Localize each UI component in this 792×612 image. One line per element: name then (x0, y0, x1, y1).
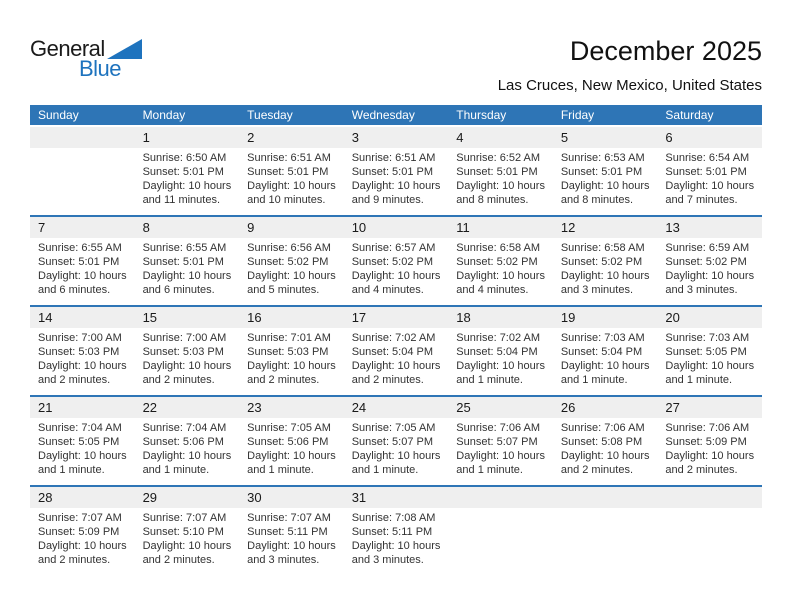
empty-day-cell (553, 487, 658, 508)
daylight-text: Daylight: 10 hours and 11 minutes. (142, 180, 232, 206)
daylight-text: Daylight: 10 hours and 2 minutes. (142, 360, 232, 386)
day-detail-cell (239, 241, 344, 299)
day-number: 30 (247, 490, 262, 505)
day-number-cell (553, 307, 658, 328)
day-detail-cell (135, 421, 240, 479)
day-number-cell (448, 127, 553, 148)
empty-detail-cell (553, 511, 658, 569)
day-number: 9 (247, 220, 255, 235)
day-number-cell (344, 487, 449, 508)
sunset-text: Sunset: 5:01 PM (665, 166, 747, 178)
week-row (30, 127, 762, 209)
sunset-text: Sunset: 5:02 PM (665, 256, 747, 268)
sunset-text: Sunset: 5:02 PM (247, 256, 329, 268)
sunrise-text: Sunrise: 6:52 AM (456, 152, 541, 164)
sunset-text: Sunset: 5:01 PM (560, 166, 643, 178)
day-number: 2 (247, 130, 255, 145)
day-number-cell (448, 217, 553, 238)
day-detail-cell (657, 331, 762, 389)
sunset-text: Sunset: 5:08 PM (560, 436, 643, 448)
day-number: 3 (351, 130, 359, 145)
sunrise-text: Sunrise: 7:01 AM (247, 332, 331, 344)
sunset-text: Sunset: 5:01 PM (247, 166, 329, 178)
day-number-cell (239, 127, 344, 148)
sunset-text: Sunset: 5:01 PM (38, 256, 120, 268)
daylight-text: Daylight: 10 hours and 5 minutes. (247, 270, 336, 296)
title-block (498, 36, 762, 94)
sunrise-text: Sunrise: 6:54 AM (665, 152, 750, 164)
day-number: 14 (38, 310, 53, 325)
day-detail-band (30, 328, 762, 389)
day-detail-band (30, 148, 762, 209)
day-number-cell (344, 217, 449, 238)
daylight-text: Daylight: 10 hours and 2 minutes. (38, 540, 127, 566)
sunrise-text: Sunrise: 6:58 AM (456, 242, 541, 254)
daylight-text: Daylight: 10 hours and 2 minutes. (665, 450, 755, 476)
sunrise-text: Sunrise: 6:56 AM (247, 242, 331, 254)
day-number-cell (657, 127, 762, 148)
daylight-text: Daylight: 10 hours and 2 minutes. (560, 450, 650, 476)
sunrise-text: Sunrise: 7:07 AM (142, 512, 227, 524)
sunrise-text: Sunrise: 6:50 AM (142, 152, 227, 164)
day-number: 11 (456, 220, 470, 235)
day-number-cell (30, 397, 135, 418)
daylight-text: Daylight: 10 hours and 1 minute. (456, 450, 545, 476)
day-number-cell (135, 487, 240, 508)
daylight-text: Daylight: 10 hours and 4 minutes. (456, 270, 545, 296)
daylight-text: Daylight: 10 hours and 6 minutes. (142, 270, 232, 296)
sunset-text: Sunset: 5:06 PM (247, 436, 329, 448)
page-subtitle: Las Cruces, New Mexico, United States (497, 77, 762, 94)
day-detail-cell (30, 241, 135, 299)
empty-detail-cell (448, 511, 553, 569)
daylight-text: Daylight: 10 hours and 10 minutes. (247, 180, 336, 206)
empty-day-cell (657, 487, 762, 508)
day-number-cell (135, 307, 240, 328)
day-number: 7 (38, 220, 46, 235)
day-detail-cell (30, 421, 135, 479)
day-number: 10 (351, 220, 367, 235)
sunrise-text: Sunrise: 7:06 AM (665, 422, 750, 434)
day-number-cell (657, 397, 762, 418)
day-number-cell (344, 397, 449, 418)
day-number: 16 (247, 310, 262, 325)
daylight-text: Daylight: 10 hours and 4 minutes. (351, 270, 441, 296)
day-number-cell (30, 307, 135, 328)
daylight-text: Daylight: 10 hours and 1 minute. (351, 450, 441, 476)
weeks-container (30, 127, 762, 569)
sunset-text: Sunset: 5:11 PM (351, 526, 433, 538)
weekday-wednesday: Wednesday (351, 108, 415, 122)
day-number: 8 (142, 220, 150, 235)
day-detail-band (30, 508, 762, 569)
page-header (30, 36, 762, 94)
sunset-text: Sunset: 5:02 PM (560, 256, 643, 268)
empty-day-cell (30, 127, 135, 148)
daylight-text: Daylight: 10 hours and 6 minutes. (38, 270, 127, 296)
sunrise-text: Sunrise: 7:04 AM (142, 422, 227, 434)
daylight-text: Daylight: 10 hours and 1 minute. (142, 450, 232, 476)
sunset-text: Sunset: 5:04 PM (456, 346, 538, 358)
sunrise-text: Sunrise: 7:02 AM (456, 332, 541, 344)
sunset-text: Sunset: 5:05 PM (665, 346, 747, 358)
day-detail-band (30, 418, 762, 479)
day-number: 1 (142, 130, 150, 145)
sunset-text: Sunset: 5:03 PM (247, 346, 329, 358)
day-detail-cell (344, 151, 449, 209)
week-row (30, 305, 762, 389)
sunrise-text: Sunrise: 7:07 AM (247, 512, 331, 524)
sunset-text: Sunset: 5:10 PM (142, 526, 224, 538)
sunrise-text: Sunrise: 7:05 AM (351, 422, 436, 434)
day-detail-cell (239, 151, 344, 209)
sunrise-text: Sunrise: 6:53 AM (560, 152, 645, 164)
day-number-band (30, 127, 762, 148)
sunset-text: Sunset: 5:01 PM (142, 166, 224, 178)
sunrise-text: Sunrise: 7:07 AM (38, 512, 122, 524)
day-detail-cell (344, 511, 449, 569)
day-number-cell (344, 127, 449, 148)
sunrise-text: Sunrise: 7:03 AM (665, 332, 750, 344)
page-title: December 2025 (569, 36, 762, 66)
weekday-monday: Monday (142, 108, 186, 122)
day-number-cell (135, 127, 240, 148)
sunrise-text: Sunrise: 6:55 AM (142, 242, 227, 254)
day-detail-cell (135, 241, 240, 299)
sunrise-text: Sunrise: 7:06 AM (560, 422, 645, 434)
day-number-cell (239, 217, 344, 238)
day-detail-cell (448, 331, 553, 389)
sunset-text: Sunset: 5:03 PM (142, 346, 224, 358)
day-detail-cell (30, 331, 135, 389)
week-row (30, 215, 762, 299)
day-number-cell (553, 127, 658, 148)
day-number: 29 (142, 490, 158, 505)
day-number: 5 (560, 130, 569, 145)
sunset-text: Sunset: 5:04 PM (560, 346, 643, 358)
week-row (30, 395, 762, 479)
week-row (30, 485, 762, 569)
sunset-text: Sunset: 5:09 PM (38, 526, 120, 538)
day-number: 22 (142, 400, 158, 415)
day-detail-cell (344, 331, 449, 389)
day-detail-band (30, 238, 762, 299)
sunrise-text: Sunrise: 6:51 AM (351, 152, 436, 164)
daylight-text: Daylight: 10 hours and 3 minutes. (351, 540, 441, 566)
day-detail-cell (135, 151, 240, 209)
day-number-cell (30, 487, 135, 508)
day-number: 19 (560, 310, 576, 325)
day-number: 26 (560, 400, 576, 415)
sunrise-text: Sunrise: 7:04 AM (38, 422, 122, 434)
daylight-text: Daylight: 10 hours and 2 minutes. (142, 540, 232, 566)
sunset-text: Sunset: 5:07 PM (456, 436, 538, 448)
weekday-saturday: Saturday (665, 108, 714, 122)
daylight-text: Daylight: 10 hours and 7 minutes. (665, 180, 755, 206)
day-number: 21 (38, 400, 53, 415)
sunrise-text: Sunrise: 7:00 AM (142, 332, 227, 344)
general-blue-logo (30, 36, 143, 82)
day-detail-cell (553, 331, 658, 389)
daylight-text: Daylight: 10 hours and 1 minute. (665, 360, 755, 386)
day-number: 23 (247, 400, 262, 415)
day-number: 13 (665, 220, 680, 235)
day-number-cell (553, 397, 658, 418)
day-number-cell (239, 397, 344, 418)
day-detail-cell (553, 421, 658, 479)
day-number: 27 (665, 400, 680, 415)
day-number-cell (135, 397, 240, 418)
logo-text-blue: Blue (79, 56, 122, 81)
day-detail-cell (448, 241, 553, 299)
day-number-band (30, 217, 762, 238)
day-number: 12 (560, 220, 576, 235)
weekday-header-row (30, 105, 762, 125)
day-detail-cell (30, 511, 135, 569)
sunrise-text: Sunrise: 6:55 AM (38, 242, 122, 254)
sunrise-text: Sunrise: 7:02 AM (351, 332, 436, 344)
daylight-text: Daylight: 10 hours and 3 minutes. (665, 270, 755, 296)
day-number: 24 (351, 400, 367, 415)
day-number-cell (135, 217, 240, 238)
day-number-cell (30, 217, 135, 238)
day-detail-cell (239, 511, 344, 569)
sunset-text: Sunset: 5:03 PM (38, 346, 120, 358)
sunrise-text: Sunrise: 7:06 AM (456, 422, 541, 434)
day-number-band (30, 397, 762, 418)
daylight-text: Daylight: 10 hours and 8 minutes. (456, 180, 545, 206)
day-number: 4 (456, 130, 464, 145)
sunset-text: Sunset: 5:07 PM (351, 436, 434, 448)
sunset-text: Sunset: 5:04 PM (351, 346, 434, 358)
sunrise-text: Sunrise: 6:57 AM (351, 242, 436, 254)
sunrise-text: Sunrise: 6:58 AM (560, 242, 645, 254)
day-number: 15 (142, 310, 158, 325)
day-number-band (30, 307, 762, 328)
day-number-cell (553, 217, 658, 238)
weekday-friday: Friday (560, 108, 595, 122)
day-detail-cell (553, 151, 658, 209)
day-number-cell (239, 307, 344, 328)
day-detail-cell (344, 421, 449, 479)
sunset-text: Sunset: 5:05 PM (38, 436, 120, 448)
day-number-cell (448, 397, 553, 418)
daylight-text: Daylight: 10 hours and 1 minute. (38, 450, 127, 476)
day-detail-cell (239, 331, 344, 389)
day-number: 20 (665, 310, 680, 325)
day-number: 25 (456, 400, 471, 415)
day-detail-cell (553, 241, 658, 299)
day-number-cell (448, 307, 553, 328)
sunset-text: Sunset: 5:02 PM (351, 256, 434, 268)
sunset-text: Sunset: 5:01 PM (456, 166, 538, 178)
daylight-text: Daylight: 10 hours and 2 minutes. (247, 360, 336, 386)
day-detail-cell (344, 241, 449, 299)
day-detail-cell (135, 331, 240, 389)
sunset-text: Sunset: 5:11 PM (247, 526, 328, 538)
logo-text-general: General (30, 36, 105, 61)
daylight-text: Daylight: 10 hours and 9 minutes. (351, 180, 441, 206)
daylight-text: Daylight: 10 hours and 1 minute. (456, 360, 545, 386)
empty-day-cell (448, 487, 553, 508)
day-detail-cell (448, 151, 553, 209)
daylight-text: Daylight: 10 hours and 8 minutes. (560, 180, 650, 206)
empty-detail-cell (657, 511, 762, 569)
day-detail-cell (239, 421, 344, 479)
daylight-text: Daylight: 10 hours and 2 minutes. (351, 360, 441, 386)
sunrise-text: Sunrise: 7:08 AM (351, 512, 436, 524)
day-number-band (30, 487, 762, 508)
sunrise-text: Sunrise: 6:51 AM (247, 152, 331, 164)
day-number-cell (657, 307, 762, 328)
sunrise-text: Sunrise: 7:00 AM (38, 332, 122, 344)
day-number: 18 (456, 310, 471, 325)
day-number-cell (344, 307, 449, 328)
daylight-text: Daylight: 10 hours and 3 minutes. (560, 270, 650, 296)
sunset-text: Sunset: 5:01 PM (351, 166, 434, 178)
day-number: 6 (665, 130, 673, 145)
day-detail-cell (657, 151, 762, 209)
day-detail-cell (448, 421, 553, 479)
sunset-text: Sunset: 5:09 PM (665, 436, 747, 448)
daylight-text: Daylight: 10 hours and 2 minutes. (38, 360, 127, 386)
day-detail-cell (135, 511, 240, 569)
daylight-text: Daylight: 10 hours and 3 minutes. (247, 540, 336, 566)
weekday-tuesday: Tuesday (247, 108, 293, 122)
sunrise-text: Sunrise: 7:03 AM (560, 332, 645, 344)
daylight-text: Daylight: 10 hours and 1 minute. (247, 450, 336, 476)
day-number: 28 (38, 490, 53, 505)
day-number: 17 (351, 310, 367, 325)
empty-detail-cell (30, 151, 135, 209)
sunrise-text: Sunrise: 7:05 AM (247, 422, 331, 434)
daylight-text: Daylight: 10 hours and 1 minute. (560, 360, 650, 386)
weekday-thursday: Thursday (456, 108, 507, 122)
day-number-cell (239, 487, 344, 508)
sunset-text: Sunset: 5:02 PM (456, 256, 538, 268)
calendar-grid (30, 105, 762, 569)
day-detail-cell (657, 241, 762, 299)
sunset-text: Sunset: 5:01 PM (142, 256, 224, 268)
weekday-sunday: Sunday (38, 108, 79, 122)
sunset-text: Sunset: 5:06 PM (142, 436, 224, 448)
sunrise-text: Sunrise: 6:59 AM (665, 242, 750, 254)
day-number: 31 (351, 490, 367, 505)
day-detail-cell (657, 421, 762, 479)
day-number-cell (657, 217, 762, 238)
